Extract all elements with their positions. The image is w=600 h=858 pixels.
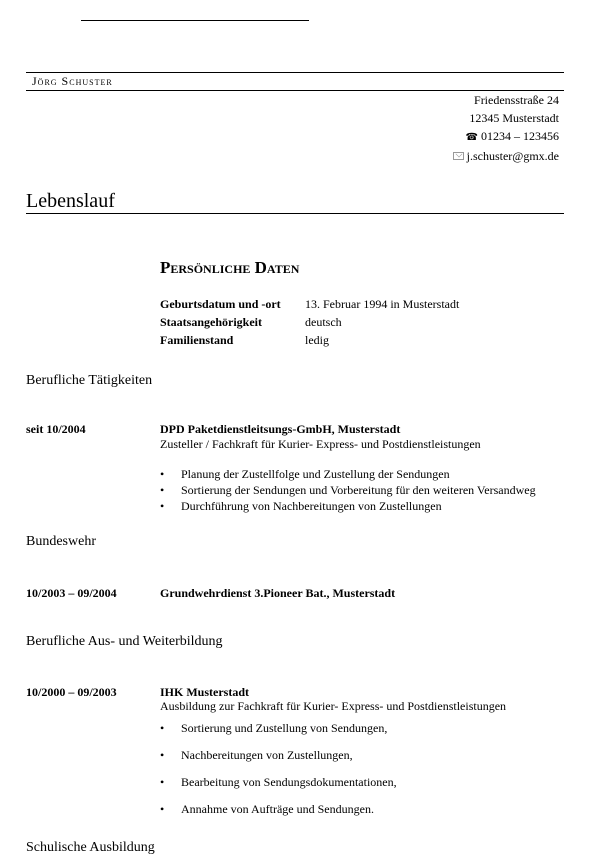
contact-address xyxy=(453,91,559,165)
address-city: 12345 Musterstadt xyxy=(469,111,559,125)
section-heading-school: Schulische Ausbildung xyxy=(26,840,155,855)
list-item: • Durchführung von Nachbereitungen von Zustellungen xyxy=(160,498,536,514)
list-item: • Bearbeitung von Sendungsdokumentationen, xyxy=(160,774,397,790)
document-title: Lebenslauf xyxy=(26,190,115,212)
training-entry-date: 10/2000 – 09/2003 xyxy=(26,685,117,699)
list-item: • Annahme von Aufträge und Sendungen. xyxy=(160,801,397,817)
military-entry-title: Grundwehrdienst 3.Pioneer Bat., Musterstadt xyxy=(160,586,396,600)
work-entry-role: Zusteller / Fachkraft für Kurier- Express- und Postdienstleistungen xyxy=(160,437,481,451)
field-label-birth: Geburtsdatum und -ort xyxy=(160,297,281,311)
work-duties-list xyxy=(160,466,536,514)
address-phone: 01234 – 123456 xyxy=(481,129,559,143)
address-street: Friedensstraße 24 xyxy=(474,93,559,107)
title-underline xyxy=(26,213,564,214)
field-value-birth: 13. Februar 1994 in Musterstadt xyxy=(305,297,460,311)
section-heading-work: Berufliche Tätigkeiten xyxy=(26,373,153,388)
personal-data-heading: Persönliche Daten xyxy=(160,258,300,277)
field-value-marital: ledig xyxy=(305,333,329,347)
list-item: • Nachbereitungen von Zustellungen, xyxy=(160,747,397,763)
phone-icon: ☎ xyxy=(465,132,478,143)
applicant-name: Jörg Schuster xyxy=(32,74,113,88)
field-value-nationality: deutsch xyxy=(305,315,342,329)
list-item: • Planung der Zustellfolge und Zustellung der Sendungen xyxy=(160,466,536,482)
top-decorative-rule xyxy=(81,20,309,21)
training-entry-institution: IHK Musterstadt xyxy=(160,685,249,699)
name-header-bar xyxy=(26,72,564,91)
section-heading-training: Berufliche Aus- und Weiterbildung xyxy=(26,634,223,649)
military-entry-date: 10/2003 – 09/2004 xyxy=(26,586,117,600)
address-phone-line xyxy=(453,127,559,147)
address-email-line xyxy=(453,147,559,165)
section-heading-military: Bundeswehr xyxy=(26,534,96,549)
work-entry-date: seit 10/2004 xyxy=(26,422,86,436)
field-label-nationality: Staatsangehörigkeit xyxy=(160,315,262,329)
training-entry-program: Ausbildung zur Fachkraft für Kurier- Express- und Postdienstleistungen xyxy=(160,699,507,713)
field-label-marital: Familienstand xyxy=(160,333,234,347)
training-topics-list xyxy=(160,720,397,828)
list-item: • Sortierung der Sendungen und Vorbereitung für den weiteren Versandweg xyxy=(160,482,536,498)
list-item: • Sortierung und Zustellung von Sendungen, xyxy=(160,720,397,736)
work-entry-company: DPD Paketdienstleitsungs-GmbH, Musterstadt xyxy=(160,422,401,436)
address-email: j.schuster@gmx.de xyxy=(466,149,559,163)
envelope-icon xyxy=(453,152,464,160)
